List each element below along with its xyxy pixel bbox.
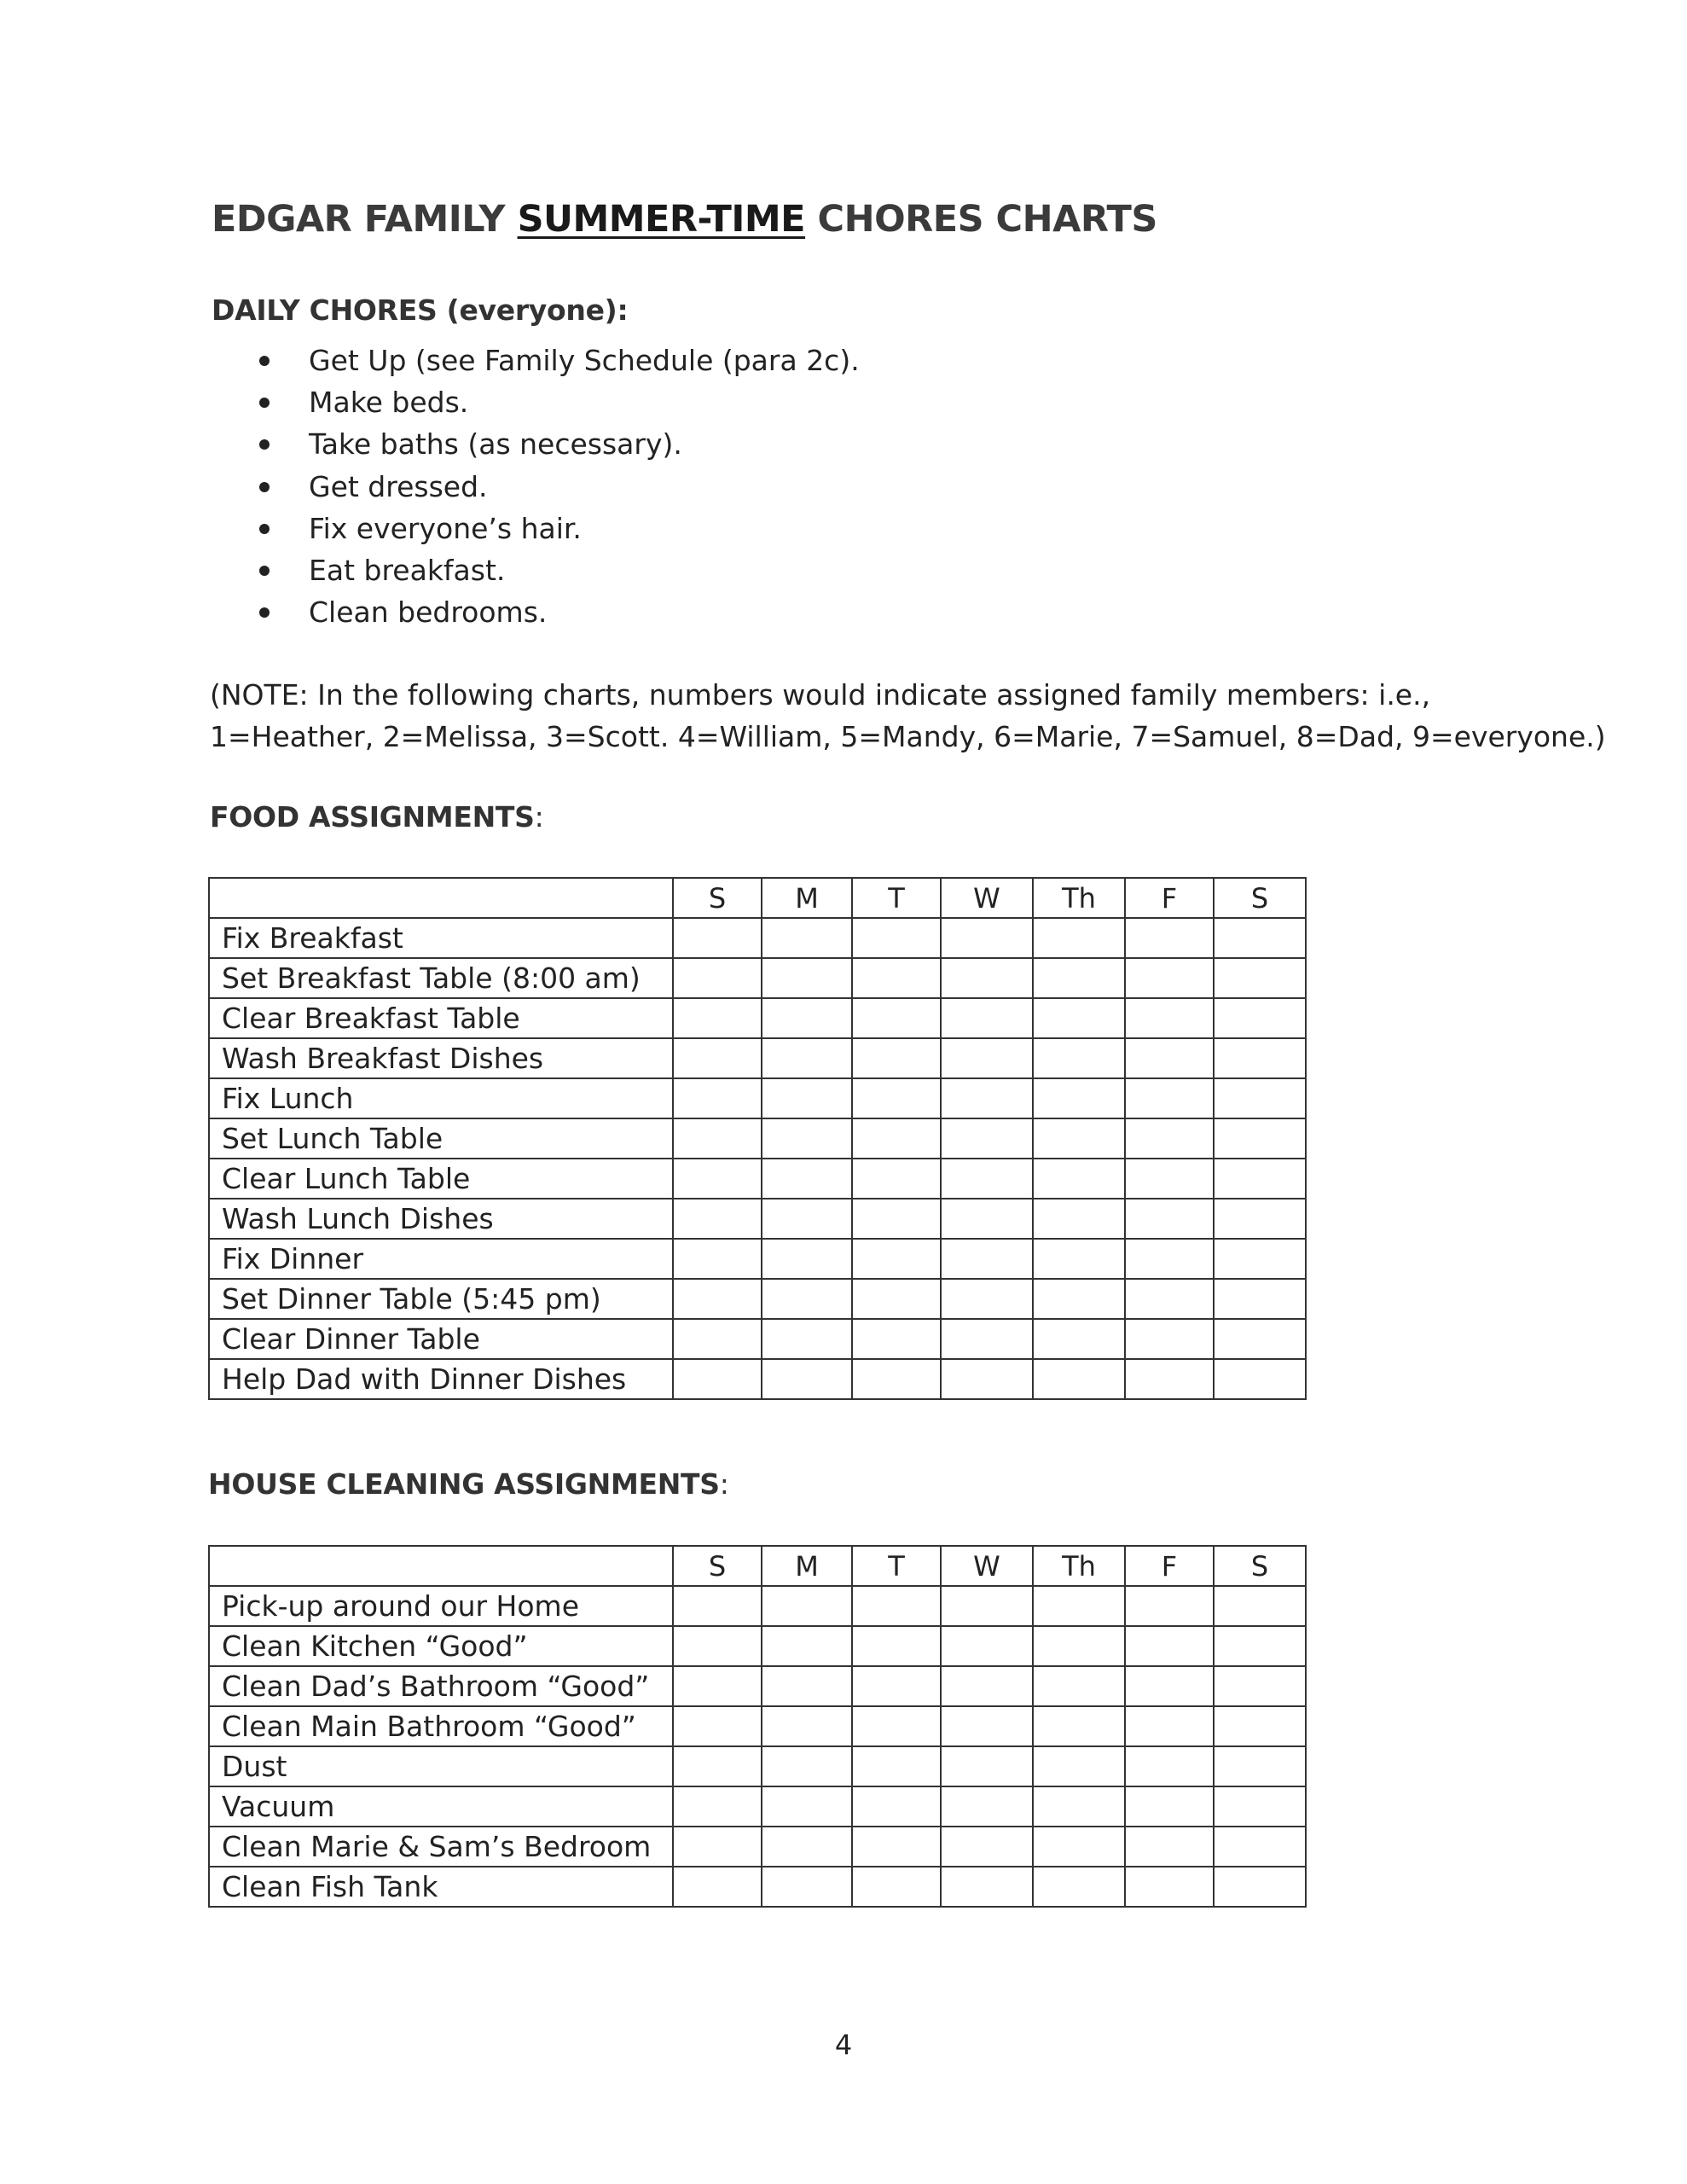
food-assignment-cell [762,1239,852,1279]
table-row [209,1586,1306,1626]
house-assignment-cell [1033,1706,1125,1746]
food-assignment-cell [762,918,852,958]
food-day-header: T [852,878,941,918]
food-assignment-cell [1214,958,1306,998]
house-task-label: Vacuum [209,1786,673,1827]
table-row [209,1359,1306,1399]
food-assignment-cell [1033,998,1125,1038]
house-task-label: Clean Marie & Sam’s Bedroom [209,1827,673,1867]
food-assignment-cell [673,1199,762,1239]
house-task-label: Pick-up around our Home [209,1586,673,1626]
house-assignment-cell [1033,1626,1125,1666]
house-assignment-cell [673,1827,762,1867]
house-assignment-cell [1033,1867,1125,1907]
food-assignment-cell [941,1359,1033,1399]
table-row [209,958,1306,998]
food-assignment-cell [762,1319,852,1359]
house-assignment-cell [941,1586,1033,1626]
food-assignments-heading [210,800,543,834]
food-day-header: Th [1033,878,1125,918]
bullet-icon [259,482,270,492]
food-assignment-cell [1033,1118,1125,1159]
table-row [209,1827,1306,1867]
table-row [209,1319,1306,1359]
food-assignment-cell [1125,1118,1214,1159]
house-heading-colon: : [719,1467,729,1501]
house-assignment-cell [1214,1827,1306,1867]
house-assignment-cell [1125,1706,1214,1746]
food-assignment-cell [1214,918,1306,958]
assignment-note [210,674,1606,758]
table-row [209,1867,1306,1907]
food-assignment-cell [1033,958,1125,998]
table-row [209,1038,1306,1078]
house-assignment-cell [762,1867,852,1907]
house-heading-text: HOUSE CLEANING ASSIGNMENTS [208,1467,720,1501]
table-row [209,1279,1306,1319]
food-assignment-cell [762,1038,852,1078]
food-assignment-cell [852,958,941,998]
house-assignment-cell [941,1827,1033,1867]
food-assignment-cell [1125,1078,1214,1118]
food-corner-cell [209,878,673,918]
house-assignment-cell [673,1786,762,1827]
house-assignment-cell [852,1827,941,1867]
food-task-label: Set Breakfast Table (8:00 am) [209,958,673,998]
food-task-label: Wash Lunch Dishes [209,1199,673,1239]
house-assignment-cell [1125,1786,1214,1827]
food-assignment-cell [1214,1199,1306,1239]
house-assignment-cell [762,1706,852,1746]
house-assignment-cell [1125,1867,1214,1907]
house-assignment-cell [1214,1666,1306,1706]
page-number: 4 [834,2029,853,2061]
food-assignment-cell [1125,1239,1214,1279]
house-assignment-cell [1033,1827,1125,1867]
daily-chore-item [256,423,860,465]
food-day-header: S [673,878,762,918]
food-assignment-cell [1033,1159,1125,1199]
food-heading-text: FOOD ASSIGNMENTS [210,800,535,834]
house-assignment-cell [673,1586,762,1626]
food-assignment-cell [941,1199,1033,1239]
house-assignment-cell [1033,1746,1125,1786]
food-task-label: Fix Lunch [209,1078,673,1118]
house-assignment-cell [852,1586,941,1626]
food-task-label: Clear Breakfast Table [209,998,673,1038]
food-assignment-cell [1214,1038,1306,1078]
house-assignment-cell [1033,1666,1125,1706]
house-assignment-cell [941,1626,1033,1666]
food-task-label: Wash Breakfast Dishes [209,1038,673,1078]
house-assignment-cell [852,1786,941,1827]
bullet-icon [259,398,270,408]
food-task-label: Fix Breakfast [209,918,673,958]
food-assignment-cell [852,1239,941,1279]
food-assignment-cell [673,1319,762,1359]
house-task-label: Clean Fish Tank [209,1867,673,1907]
food-assignment-cell [941,1159,1033,1199]
table-row [209,1666,1306,1706]
food-heading-colon: : [534,800,544,834]
page-title [212,198,1157,241]
house-assignment-cell [852,1867,941,1907]
house-header-row [209,1546,1306,1586]
house-assignment-cell [762,1827,852,1867]
daily-chore-label: Clean bedrooms. [309,595,548,630]
food-day-header: F [1125,878,1214,918]
house-assignment-cell [1214,1746,1306,1786]
table-row [209,1118,1306,1159]
house-task-label: Clean Kitchen “Good” [209,1626,673,1666]
food-assignment-cell [1125,1038,1214,1078]
house-assignment-cell [673,1867,762,1907]
table-row [209,1199,1306,1239]
house-assignment-cell [941,1867,1033,1907]
bullet-icon [259,439,270,450]
house-cleaning-heading [208,1467,729,1501]
food-assignment-cell [941,918,1033,958]
food-assignment-cell [941,958,1033,998]
food-assignment-cell [941,1239,1033,1279]
house-assignment-cell [673,1666,762,1706]
food-day-header: W [941,878,1033,918]
daily-chore-item [256,508,860,549]
food-task-label: Set Lunch Table [209,1118,673,1159]
house-assignment-cell [762,1666,852,1706]
food-assignment-cell [762,1118,852,1159]
food-assignment-cell [1033,1078,1125,1118]
house-assignment-cell [852,1626,941,1666]
food-assignment-cell [1214,1159,1306,1199]
food-assignment-cell [1214,1319,1306,1359]
food-assignment-cell [852,1279,941,1319]
house-assignment-cell [1125,1827,1214,1867]
house-table-body [209,1546,1306,1907]
table-row [209,1078,1306,1118]
house-assignment-cell [1125,1626,1214,1666]
table-row [209,1746,1306,1786]
food-assignment-cell [852,1199,941,1239]
food-assignment-cell [673,1078,762,1118]
house-assignment-cell [673,1626,762,1666]
food-assignment-cell [1214,1118,1306,1159]
house-task-label: Clean Dad’s Bathroom “Good” [209,1666,673,1706]
daily-chore-item [256,381,860,423]
daily-chore-label: Fix everyone’s hair. [309,511,582,545]
food-task-label: Clear Lunch Table [209,1159,673,1199]
house-assignment-cell [1214,1867,1306,1907]
food-assignment-cell [941,1279,1033,1319]
food-assignment-cell [1033,1279,1125,1319]
food-assignment-cell [673,1038,762,1078]
table-row [209,998,1306,1038]
title-emphasis: SUMMER-TIME [517,198,806,241]
food-assignment-cell [1214,1078,1306,1118]
house-assignment-cell [941,1746,1033,1786]
table-row [209,1786,1306,1827]
food-assignment-cell [1125,918,1214,958]
food-task-label: Clear Dinner Table [209,1319,673,1359]
food-assignment-cell [1125,958,1214,998]
food-task-label: Fix Dinner [209,1239,673,1279]
food-assignment-cell [852,1038,941,1078]
food-assignment-cell [1214,1239,1306,1279]
food-assignment-cell [852,1359,941,1399]
house-assignment-cell [852,1746,941,1786]
food-assignment-cell [673,1239,762,1279]
daily-chores-heading [212,293,628,327]
bullet-icon [259,607,270,618]
house-assignment-cell [1214,1706,1306,1746]
house-assignment-cell [1214,1786,1306,1827]
food-assignment-cell [1125,1319,1214,1359]
title-prefix: EDGAR FAMILY [212,198,506,241]
food-assignment-cell [1033,1199,1125,1239]
food-assignment-cell [762,1199,852,1239]
table-row [209,1239,1306,1279]
food-assignment-cell [852,1319,941,1359]
food-assignment-cell [1214,1279,1306,1319]
food-assignment-cell [1033,1359,1125,1399]
house-assignment-cell [762,1586,852,1626]
daily-chore-item [256,340,860,381]
house-day-header: S [673,1546,762,1586]
note-line-1: (NOTE: In the following charts, numbers would indicate assigned family members: i.e., [210,678,1431,712]
food-assignment-cell [673,1118,762,1159]
house-assignment-cell [1214,1586,1306,1626]
house-assignment-cell [1033,1786,1125,1827]
food-assignment-cell [1125,1279,1214,1319]
house-day-header: M [762,1546,852,1586]
food-assignment-cell [762,1078,852,1118]
food-assignment-cell [941,1118,1033,1159]
house-assignment-cell [762,1786,852,1827]
food-assignment-cell [673,998,762,1038]
daily-chore-item [256,549,860,591]
food-assignment-cell [1033,1239,1125,1279]
house-assignment-cell [852,1706,941,1746]
house-task-label: Clean Main Bathroom “Good” [209,1706,673,1746]
food-assignment-cell [762,1359,852,1399]
food-assignment-cell [673,1159,762,1199]
food-assignment-cell [941,998,1033,1038]
daily-heading-colon: : [617,293,629,327]
table-row [209,918,1306,958]
food-assignment-cell [673,1279,762,1319]
daily-heading-text: DAILY CHORES (everyone) [212,293,617,327]
food-assignment-cell [673,918,762,958]
house-assignment-cell [762,1746,852,1786]
table-row [209,1626,1306,1666]
daily-chore-label: Get Up (see Family Schedule (para 2c). [309,344,860,377]
food-assignment-cell [941,1319,1033,1359]
house-day-header: S [1214,1546,1306,1586]
table-row [209,1159,1306,1199]
food-assignment-cell [762,998,852,1038]
house-assignment-cell [673,1746,762,1786]
house-day-header: Th [1033,1546,1125,1586]
food-day-header: M [762,878,852,918]
food-day-header: S [1214,878,1306,918]
house-assignment-cell [1125,1746,1214,1786]
food-assignment-cell [1125,1159,1214,1199]
bullet-icon [259,524,270,534]
food-assignment-cell [852,1078,941,1118]
food-task-label: Help Dad with Dinner Dishes [209,1359,673,1399]
note-line-2: 1=Heather, 2=Melissa, 3=Scott. 4=William, 5=Mandy, 6=Marie, 7=Samuel, 8=Dad, 9=everyone.) [210,720,1606,753]
food-assignment-cell [852,1159,941,1199]
house-assignment-cell [673,1706,762,1746]
food-assignment-cell [941,1038,1033,1078]
food-assignment-cell [852,998,941,1038]
food-assignment-cell [673,958,762,998]
table-row [209,1706,1306,1746]
house-assignment-cell [1125,1586,1214,1626]
food-assignment-cell [852,1118,941,1159]
food-table-body [209,878,1306,1399]
food-task-label: Set Dinner Table (5:45 pm) [209,1279,673,1319]
daily-chore-label: Take baths (as necessary). [309,427,682,462]
title-suffix: CHORES CHARTS [817,198,1157,241]
house-task-label: Dust [209,1746,673,1786]
house-assignment-cell [941,1666,1033,1706]
food-assignment-cell [1125,998,1214,1038]
house-cleaning-table [208,1545,1307,1908]
food-assignment-cell [852,918,941,958]
house-day-header: W [941,1546,1033,1586]
food-assignment-cell [1033,918,1125,958]
house-assignment-cell [1125,1666,1214,1706]
daily-chore-item [256,466,860,508]
house-day-header: F [1125,1546,1214,1586]
food-assignment-cell [673,1359,762,1399]
house-assignment-cell [941,1786,1033,1827]
daily-chore-label: Eat breakfast. [309,553,506,587]
house-corner-cell [209,1546,673,1586]
daily-chores-list [256,340,860,633]
daily-chore-item [256,591,860,633]
bullet-icon [259,356,270,366]
food-assignment-cell [1033,1319,1125,1359]
food-header-row [209,878,1306,918]
house-assignment-cell [1033,1586,1125,1626]
house-day-header: T [852,1546,941,1586]
bullet-icon [259,566,270,576]
house-assignment-cell [941,1706,1033,1746]
food-assignment-cell [941,1078,1033,1118]
house-assignment-cell [1214,1626,1306,1666]
food-assignment-cell [762,1159,852,1199]
daily-chore-label: Get dressed. [309,469,488,503]
food-assignment-cell [762,1279,852,1319]
food-assignment-cell [1125,1199,1214,1239]
food-assignment-cell [1033,1038,1125,1078]
food-assignment-cell [1214,1359,1306,1399]
food-assignment-cell [1125,1359,1214,1399]
daily-chore-label: Make beds. [309,386,469,420]
house-assignment-cell [762,1626,852,1666]
food-assignment-cell [762,958,852,998]
food-assignment-cell [1214,998,1306,1038]
food-assignments-table [208,877,1307,1400]
house-assignment-cell [852,1666,941,1706]
